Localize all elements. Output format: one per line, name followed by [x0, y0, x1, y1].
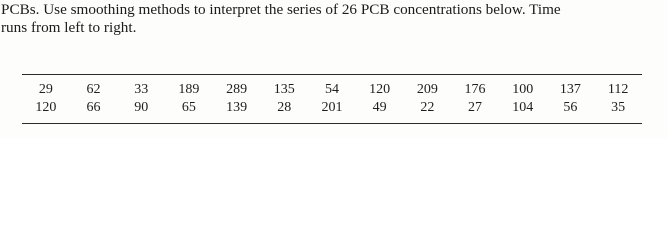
table-cell: 56: [563, 100, 578, 115]
table-cell: 33: [134, 82, 149, 97]
exercise-text-line-1: PCBs. Use smoothing methods to interpret the series of 26 PCB concentrations below. Time: [1, 1, 561, 18]
table-row: [22, 98, 642, 116]
table-cell: 62: [86, 82, 101, 97]
table-cell: 209: [416, 82, 438, 97]
table-cell: 112: [607, 82, 629, 97]
table-cell: 135: [273, 82, 295, 97]
table-cell: 201: [321, 100, 343, 115]
exercise-text-line-2: runs from left to right.: [1, 19, 137, 36]
table-cell: 139: [226, 100, 248, 115]
table-row: [22, 81, 642, 98]
table-cell: 120: [35, 100, 57, 115]
table-cell: 22: [420, 100, 435, 115]
table-top-rule: [22, 74, 642, 75]
table-cell: 189: [178, 82, 200, 97]
table-cell: 289: [226, 82, 248, 97]
table-cell: 65: [181, 100, 196, 115]
table-cell: 35: [611, 100, 626, 115]
table-cell: 137: [559, 82, 581, 97]
table-cell: 49: [372, 100, 387, 115]
table-cell: 176: [464, 82, 486, 97]
table-bottom-rule: [22, 123, 642, 124]
table-cell: 90: [134, 100, 149, 115]
table-cell: 66: [86, 100, 101, 115]
table-cell: 28: [277, 100, 292, 115]
table-cell: 29: [38, 82, 53, 97]
table-cell: 120: [369, 82, 391, 97]
table-cell: 100: [512, 82, 534, 97]
pcb-concentration-table: [22, 81, 642, 116]
table-cell: 27: [468, 100, 483, 115]
table-cell: 104: [512, 100, 534, 115]
table-cell: 54: [324, 82, 339, 97]
